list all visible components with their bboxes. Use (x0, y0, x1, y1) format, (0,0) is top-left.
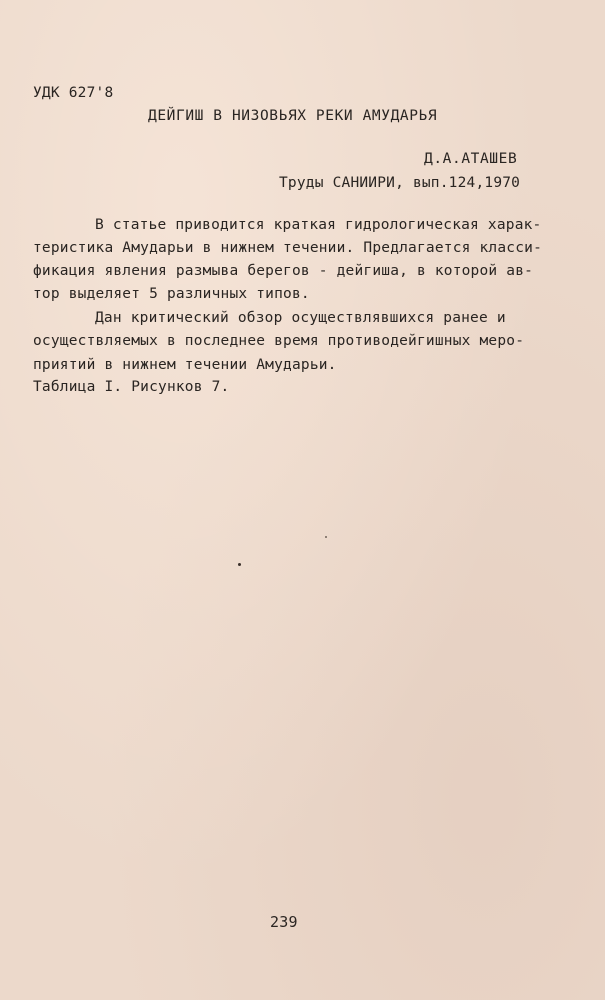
udk-code: УДК 627'8 (33, 85, 114, 101)
author-name: Д.А.АТАШЕВ (424, 151, 518, 167)
abstract-line: тор выделяет 5 различных типов. (33, 286, 310, 302)
abstract-line: Таблица I. Рисунков 7. (33, 379, 230, 395)
abstract-line: Дан критический обзор осуществлявшихся ранее и (95, 310, 506, 326)
source-reference: Труды САНИИРИ, вып.124,1970 (279, 175, 521, 191)
abstract-line: теристика Амударьи в нижнем течении. Предлагается класси- (33, 240, 542, 256)
abstract-line: приятий в нижнем течении Амударьи. (33, 357, 337, 373)
abstract-line: осуществляемых в последнее время противодейгишных меро- (33, 333, 525, 349)
document-title: ДЕЙГИШ В НИЗОВЬЯХ РЕКИ АМУДАРЬЯ (148, 108, 438, 124)
ink-speck (238, 563, 241, 566)
abstract-line: фикация явления размыва берегов - дейгиша, в которой ав- (33, 263, 534, 279)
ink-speck (325, 536, 327, 538)
abstract-line: В статье приводится краткая гидрологическая харак- (95, 217, 542, 233)
page-number: 239 (270, 913, 298, 931)
